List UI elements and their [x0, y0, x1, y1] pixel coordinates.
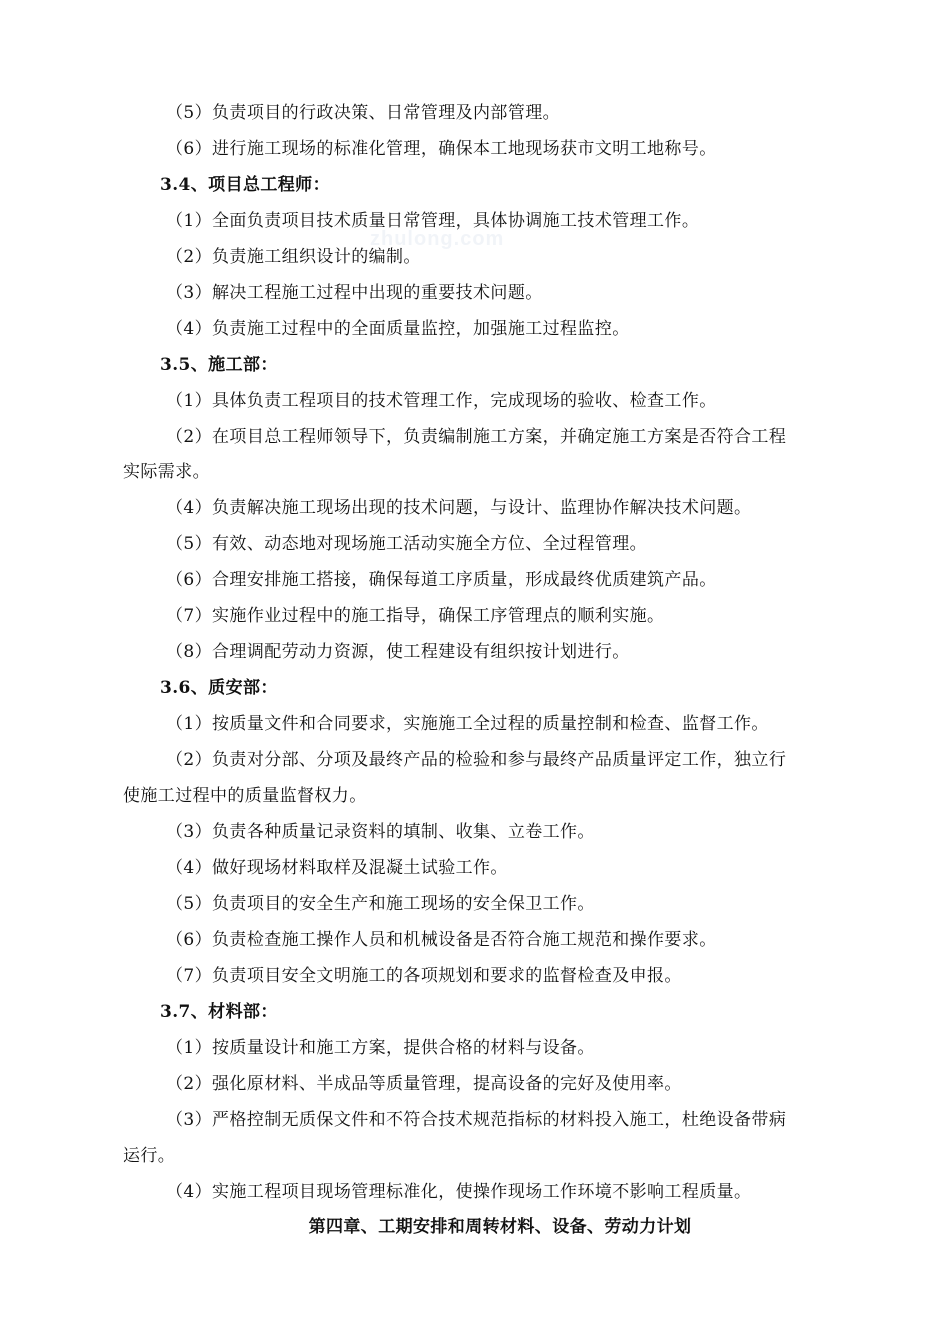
list-item: （2）强化原材料、半成品等质量管理，提高设备的完好及使用率。: [166, 1074, 682, 1094]
list-item: （6）合理安排施工搭接，确保每道工序质量，形成最终优质建筑产品。: [166, 570, 717, 590]
list-item: （2）负责对分部、分项及最终产品的检验和参与最终产品质量评定工作，独立行: [166, 750, 787, 770]
list-item: （7）实施作业过程中的施工指导，确保工序管理点的顺利实施。: [166, 606, 665, 626]
list-item: （7）负责项目安全文明施工的各项规划和要求的监督检查及申报。: [166, 966, 682, 986]
list-item-continuation: 实际需求。: [123, 462, 210, 482]
list-item: （1）全面负责项目技术质量日常管理，具体协调施工技术管理工作。: [166, 211, 700, 231]
section-heading: 3.6、质安部：: [160, 678, 278, 698]
list-item: （1）具体负责工程项目的技术管理工作，完成现场的验收、检查工作。: [166, 391, 717, 411]
chapter-title: 第四章、工期安排和周转材料、设备、劳动力计划: [308, 1217, 692, 1237]
watermark: zhulong.com: [370, 228, 505, 250]
section-heading: 3.7、材料部：: [160, 1002, 278, 1022]
list-item: （2）负责施工组织设计的编制。: [166, 247, 421, 267]
list-item-continuation: 运行。: [123, 1146, 176, 1166]
list-item: （2）在项目总工程师领导下，负责编制施工方案，并确定施工方案是否符合工程: [166, 427, 787, 447]
list-item: （5）负责项目的安全生产和施工现场的安全保卫工作。: [166, 894, 595, 914]
list-item: （1）按质量设计和施工方案，提供合格的材料与设备。: [166, 1038, 595, 1058]
list-item: （5）负责项目的行政决策、日常管理及内部管理。: [166, 103, 561, 123]
list-item: （4）做好现场材料取样及混凝土试验工作。: [166, 858, 508, 878]
list-item: （3）严格控制无质保文件和不符合技术规范指标的材料投入施工，杜绝设备带病: [166, 1110, 787, 1130]
list-item: （6）负责检查施工操作人员和机械设备是否符合施工规范和操作要求。: [166, 930, 717, 950]
list-item: （4）负责施工过程中的全面质量监控，加强施工过程监控。: [166, 319, 630, 339]
list-item: （5）有效、动态地对现场施工活动实施全方位、全过程管理。: [166, 534, 648, 554]
list-item: （1）按质量文件和合同要求，实施施工全过程的质量控制和检查、监督工作。: [166, 714, 769, 734]
list-item: （6）进行施工现场的标准化管理，确保本工地现场获市文明工地称号。: [166, 139, 717, 159]
list-item: （3）负责各种质量记录资料的填制、收集、立卷工作。: [166, 822, 595, 842]
section-heading: 3.5、施工部：: [160, 355, 278, 375]
section-heading: 3.4、项目总工程师：: [160, 175, 330, 195]
list-item: （8）合理调配劳动力资源，使工程建设有组织按计划进行。: [166, 642, 630, 662]
list-item: （4）负责解决施工现场出现的技术问题，与设计、监理协作解决技术问题。: [166, 498, 752, 518]
list-item: （4）实施工程项目现场管理标准化，使操作现场工作环境不影响工程质量。: [166, 1182, 752, 1202]
list-item-continuation: 使施工过程中的质量监督权力。: [123, 786, 367, 806]
list-item: （3）解决工程施工过程中出现的重要技术问题。: [166, 283, 543, 303]
